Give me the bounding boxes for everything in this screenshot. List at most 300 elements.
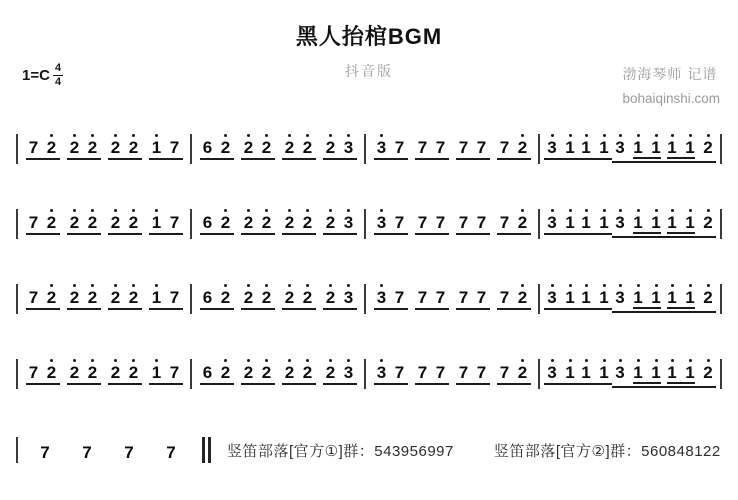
- beat-group: [67, 209, 101, 235]
- note-digit: 1: [565, 138, 575, 157]
- note-digit: 1: [581, 363, 591, 382]
- octave-dot: [551, 134, 554, 137]
- note-digit: 2: [46, 288, 57, 307]
- note: [262, 284, 272, 306]
- note-digit: 7: [499, 138, 510, 157]
- note-digit: 7: [166, 443, 176, 462]
- octave-dot: [569, 359, 572, 362]
- key-signature: [22, 62, 63, 88]
- octave-dot: [265, 209, 268, 212]
- octave-dot: [347, 209, 350, 212]
- note: [152, 359, 162, 381]
- note: [244, 134, 254, 156]
- note-digit: 1: [633, 288, 643, 307]
- note: [303, 134, 313, 156]
- note: [436, 284, 446, 306]
- beat-group: [26, 284, 60, 310]
- beat-group: [37, 439, 53, 461]
- octave-dot: [306, 359, 309, 362]
- note-digit: 7: [458, 213, 469, 232]
- note: [518, 209, 528, 231]
- note-digit: 1: [151, 138, 162, 157]
- note: [326, 359, 336, 381]
- measure: [540, 359, 720, 388]
- time-signature: [53, 62, 63, 88]
- note-digit: 6: [202, 213, 213, 232]
- notation-line-bottom: [16, 434, 722, 466]
- note: [651, 284, 661, 306]
- note: [418, 134, 428, 156]
- beat-group: [664, 284, 716, 313]
- octave-dot: [380, 209, 383, 212]
- note: [88, 359, 98, 381]
- note: [88, 284, 98, 306]
- octave-dot: [265, 359, 268, 362]
- note: [303, 284, 313, 306]
- beat-group: [323, 134, 357, 160]
- note-digit: 7: [28, 138, 39, 157]
- note: [111, 209, 121, 231]
- note-digit: 2: [69, 213, 80, 232]
- note-digit: 7: [394, 138, 405, 157]
- note-digit: 3: [343, 213, 354, 232]
- notation-line-2: [16, 209, 722, 241]
- beat-group: [612, 284, 664, 313]
- note-digit: 2: [243, 288, 254, 307]
- note: [667, 284, 677, 306]
- octave-dot: [306, 134, 309, 137]
- note: [29, 359, 39, 381]
- beat-group: [497, 209, 531, 235]
- octave-dot: [247, 284, 250, 287]
- octave-dot: [91, 359, 94, 362]
- note: [170, 284, 180, 306]
- barline: [720, 284, 722, 314]
- note: [615, 134, 625, 156]
- octave-dot: [619, 284, 622, 287]
- beat-group: [664, 134, 716, 163]
- octave-dot: [224, 209, 227, 212]
- sixteenth-pair: [667, 209, 695, 234]
- beat-group: [578, 209, 612, 235]
- beat-group: [26, 209, 60, 235]
- note: [651, 359, 661, 381]
- octave-dot: [224, 359, 227, 362]
- sixteenth-pair: [667, 134, 695, 159]
- octave-dot: [347, 359, 350, 362]
- note-digit: 2: [517, 138, 528, 157]
- measure: [540, 209, 720, 238]
- note: [500, 284, 510, 306]
- octave-dot: [155, 284, 158, 287]
- note-digit: 1: [651, 363, 661, 382]
- note: [518, 134, 528, 156]
- note: [29, 284, 39, 306]
- octave-dot: [603, 359, 606, 362]
- note: [47, 284, 57, 306]
- octave-dot: [585, 284, 588, 287]
- note-digit: 1: [599, 363, 609, 382]
- note: [70, 134, 80, 156]
- note: [344, 359, 354, 381]
- note-digit: 2: [302, 138, 313, 157]
- note: [88, 134, 98, 156]
- beat-group: [374, 209, 408, 235]
- note: [547, 284, 557, 306]
- octave-dot: [288, 134, 291, 137]
- octave-dot: [155, 134, 158, 137]
- octave-dot: [50, 134, 53, 137]
- measure: [540, 134, 720, 163]
- note: [581, 134, 591, 156]
- octave-dot: [585, 134, 588, 137]
- beat-group: [149, 134, 183, 160]
- note-digit: 7: [435, 288, 446, 307]
- beat-group: [282, 284, 316, 310]
- note: [703, 284, 713, 306]
- note-digit: 2: [128, 213, 139, 232]
- octave-dot: [637, 359, 640, 362]
- octave-dot: [619, 209, 622, 212]
- note: [418, 209, 428, 231]
- note-digit: 2: [703, 288, 713, 307]
- octave-dot: [329, 284, 332, 287]
- beat-group: [544, 209, 578, 235]
- octave-dot: [569, 284, 572, 287]
- octave-dot: [132, 134, 135, 137]
- octave-dot: [114, 134, 117, 137]
- octave-dot: [671, 359, 674, 362]
- octave-dot: [689, 359, 692, 362]
- note: [70, 209, 80, 231]
- note: [633, 134, 643, 156]
- note: [518, 284, 528, 306]
- note-digit: 6: [202, 363, 213, 382]
- note: [344, 134, 354, 156]
- note-digit: 7: [476, 288, 487, 307]
- note-digit: 2: [302, 213, 313, 232]
- note: [221, 284, 231, 306]
- note-digit: 1: [599, 213, 609, 232]
- beat-group: [200, 284, 234, 310]
- note: [547, 359, 557, 381]
- note-digit: 2: [517, 213, 528, 232]
- notation-line-3: [16, 284, 722, 316]
- octave-dot: [265, 134, 268, 137]
- note-digit: 3: [376, 363, 387, 382]
- key-tonic: 1=C: [22, 66, 50, 84]
- note: [581, 359, 591, 381]
- note-digit: 2: [517, 288, 528, 307]
- octave-dot: [380, 359, 383, 362]
- beat-group: [200, 134, 234, 160]
- note: [703, 134, 713, 156]
- note-digit: 3: [615, 213, 625, 232]
- note-digit: 7: [417, 213, 428, 232]
- octave-dot: [619, 134, 622, 137]
- note-digit: 1: [667, 363, 677, 382]
- note-digit: 7: [499, 363, 510, 382]
- note-digit: 2: [110, 363, 121, 382]
- beat-group: [612, 134, 664, 163]
- octave-dot: [114, 359, 117, 362]
- beat-group: [456, 209, 490, 235]
- octave-dot: [306, 209, 309, 212]
- measure: [192, 209, 364, 235]
- note-digit: 7: [417, 138, 428, 157]
- beat-group: [544, 284, 578, 310]
- octave-dot: [50, 209, 53, 212]
- octave-dot: [569, 134, 572, 137]
- octave-dot: [50, 284, 53, 287]
- octave-dot: [569, 209, 572, 212]
- note-digit: 7: [435, 363, 446, 382]
- note-digit: 2: [284, 288, 295, 307]
- note-digit: 2: [87, 213, 98, 232]
- note-digit: 1: [581, 288, 591, 307]
- note-digit: 7: [435, 138, 446, 157]
- note-digit: 1: [667, 213, 677, 232]
- note: [459, 134, 469, 156]
- note-digit: 7: [458, 363, 469, 382]
- note: [124, 439, 134, 461]
- note-digit: 1: [633, 213, 643, 232]
- note: [29, 209, 39, 231]
- note-digit: 2: [46, 213, 57, 232]
- note-digit: 2: [325, 213, 336, 232]
- beat-group: [282, 359, 316, 385]
- octave-dot: [655, 359, 658, 362]
- note: [344, 284, 354, 306]
- beat-group: [456, 134, 490, 160]
- octave-dot: [521, 134, 524, 137]
- beat-group: [612, 209, 664, 238]
- octave-dot: [50, 359, 53, 362]
- note-digit: 7: [435, 213, 446, 232]
- beat-group: [200, 209, 234, 235]
- octave-dot: [655, 209, 658, 212]
- beat-group: [108, 359, 142, 385]
- note-digit: 2: [110, 138, 121, 157]
- note: [477, 209, 487, 231]
- note: [285, 134, 295, 156]
- octave-dot: [288, 209, 291, 212]
- octave-dot: [521, 209, 524, 212]
- note: [244, 209, 254, 231]
- beat-group: [67, 359, 101, 385]
- note: [203, 284, 213, 306]
- octave-dot: [329, 209, 332, 212]
- note-digit: 2: [46, 363, 57, 382]
- beat-group: [415, 359, 449, 385]
- note: [436, 359, 446, 381]
- note-digit: 7: [417, 363, 428, 382]
- note: [685, 134, 695, 156]
- note-digit: 2: [243, 138, 254, 157]
- note-digit: 1: [151, 288, 162, 307]
- note-digit: 7: [124, 443, 134, 462]
- note-digit: 7: [417, 288, 428, 307]
- octave-dot: [551, 359, 554, 362]
- time-signature-upper: 4: [54, 62, 62, 74]
- note-digit: 2: [261, 213, 272, 232]
- note-digit: 2: [302, 288, 313, 307]
- note-digit: 1: [151, 363, 162, 382]
- beat-group: [456, 284, 490, 310]
- note: [633, 284, 643, 306]
- note: [262, 359, 272, 381]
- octave-dot: [551, 284, 554, 287]
- note: [152, 209, 162, 231]
- note-digit: 1: [685, 288, 695, 307]
- note: [244, 359, 254, 381]
- note: [344, 209, 354, 231]
- octave-dot: [306, 284, 309, 287]
- note: [129, 209, 139, 231]
- note-digit: 2: [220, 363, 231, 382]
- note: [203, 359, 213, 381]
- note: [667, 209, 677, 231]
- note: [500, 134, 510, 156]
- octave-dot: [671, 134, 674, 137]
- note-digit: 3: [615, 138, 625, 157]
- octave-dot: [132, 209, 135, 212]
- note: [285, 359, 295, 381]
- barline: [720, 134, 722, 164]
- note-digit: 7: [476, 363, 487, 382]
- note-digit: 2: [243, 213, 254, 232]
- note: [500, 359, 510, 381]
- note-digit: 2: [87, 363, 98, 382]
- note-digit: 7: [499, 288, 510, 307]
- octave-dot: [619, 359, 622, 362]
- note: [547, 209, 557, 231]
- octave-dot: [73, 284, 76, 287]
- note-digit: 2: [220, 288, 231, 307]
- beat-group: [497, 134, 531, 160]
- note: [395, 359, 405, 381]
- note: [667, 359, 677, 381]
- beat-group: [149, 209, 183, 235]
- note: [633, 359, 643, 381]
- note: [703, 359, 713, 381]
- barline: [208, 437, 211, 463]
- sixteenth-pair: [633, 209, 661, 234]
- note-digit: 1: [581, 213, 591, 232]
- note: [436, 134, 446, 156]
- note: [170, 359, 180, 381]
- octave-dot: [265, 284, 268, 287]
- note: [47, 209, 57, 231]
- beat-group: [664, 209, 716, 238]
- note-digit: 3: [615, 288, 625, 307]
- note-digit: 3: [615, 363, 625, 382]
- note-digit: 2: [243, 363, 254, 382]
- measure: [366, 209, 538, 235]
- octave-dot: [585, 209, 588, 212]
- beat-group: [67, 134, 101, 160]
- octave-dot: [603, 284, 606, 287]
- beat-group: [374, 359, 408, 385]
- note-digit: 2: [325, 288, 336, 307]
- octave-dot: [329, 359, 332, 362]
- note: [40, 439, 50, 461]
- octave-dot: [603, 134, 606, 137]
- note: [651, 134, 661, 156]
- note: [667, 134, 677, 156]
- note: [170, 134, 180, 156]
- octave-dot: [224, 284, 227, 287]
- notation-line-1: [16, 134, 722, 166]
- beat-group: [241, 134, 275, 160]
- note-digit: 7: [169, 213, 180, 232]
- note-digit: 1: [651, 288, 661, 307]
- beat-group: [664, 359, 716, 388]
- note: [203, 134, 213, 156]
- octave-dot: [655, 134, 658, 137]
- beat-group: [79, 439, 95, 461]
- note: [111, 359, 121, 381]
- note: [170, 209, 180, 231]
- note-digit: 7: [169, 363, 180, 382]
- note-digit: 2: [128, 288, 139, 307]
- note-digit: 7: [458, 288, 469, 307]
- measure: [366, 359, 538, 385]
- note: [111, 284, 121, 306]
- octave-dot: [329, 134, 332, 137]
- score: [16, 134, 722, 466]
- note: [326, 209, 336, 231]
- note: [326, 134, 336, 156]
- note: [262, 209, 272, 231]
- measure: [18, 209, 190, 235]
- note-digit: 2: [261, 288, 272, 307]
- beat-group: [163, 439, 179, 461]
- note-digit: 7: [82, 443, 92, 462]
- note-digit: 6: [202, 138, 213, 157]
- beat-group: [497, 284, 531, 310]
- measure: [18, 284, 190, 310]
- note: [166, 439, 176, 461]
- note: [70, 359, 80, 381]
- octave-dot: [224, 134, 227, 137]
- note-digit: 1: [565, 363, 575, 382]
- octave-dot: [637, 209, 640, 212]
- note-digit: 2: [703, 138, 713, 157]
- octave-dot: [288, 359, 291, 362]
- beat-group: [497, 359, 531, 385]
- octave-dot: [73, 134, 76, 137]
- quarter-notes: [24, 439, 192, 461]
- octave-dot: [671, 209, 674, 212]
- note-digit: 1: [685, 138, 695, 157]
- beat-group: [415, 284, 449, 310]
- transcriber-website: bohaiqinshi.com: [622, 91, 720, 106]
- note-digit: 7: [28, 363, 39, 382]
- beat-group: [578, 134, 612, 160]
- note: [377, 359, 387, 381]
- beat-group: [121, 439, 137, 461]
- note-digit: 7: [394, 288, 405, 307]
- octave-dot: [91, 284, 94, 287]
- note-digit: 7: [169, 138, 180, 157]
- note: [111, 134, 121, 156]
- note-digit: 2: [220, 213, 231, 232]
- octave-dot: [91, 134, 94, 137]
- note-digit: 1: [565, 288, 575, 307]
- transcriber-name: 渤海琴师 记谱: [622, 66, 718, 82]
- note: [303, 209, 313, 231]
